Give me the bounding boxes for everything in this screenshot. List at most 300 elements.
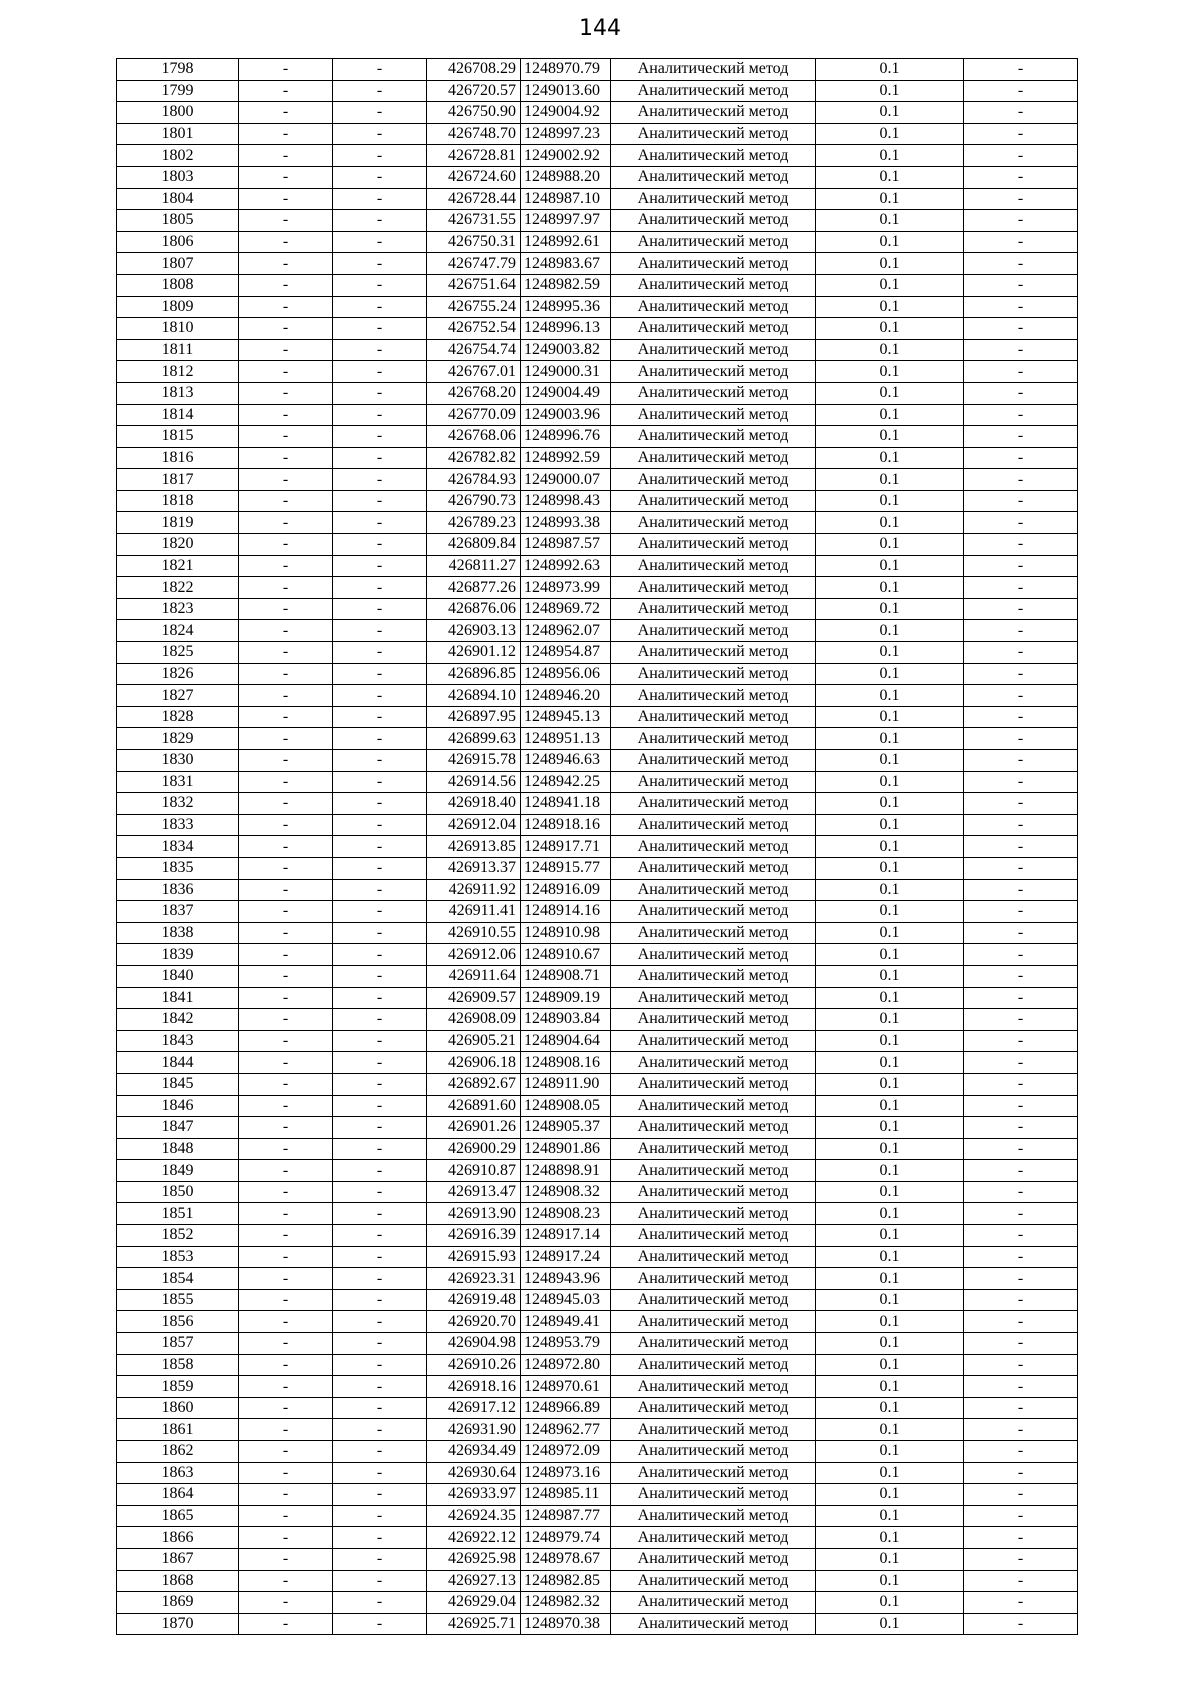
y-coordinate-cell: 1248978.67 xyxy=(521,1548,611,1570)
point-number-cell: 1866 xyxy=(117,1527,239,1549)
y-coordinate-cell: 1248941.18 xyxy=(521,793,611,815)
table-row xyxy=(117,1333,1078,1355)
empty-cell-b: - xyxy=(333,1030,427,1052)
precision-cell: 0.1 xyxy=(816,814,964,836)
empty-cell-c: - xyxy=(964,836,1078,858)
empty-cell-a: - xyxy=(239,80,333,102)
table-row xyxy=(117,534,1078,556)
method-cell: Аналитический метод xyxy=(611,447,816,469)
table-row xyxy=(117,123,1078,145)
point-number-cell: 1835 xyxy=(117,857,239,879)
x-coordinate-cell: 426909.57 xyxy=(427,987,521,1009)
precision-cell: 0.1 xyxy=(816,361,964,383)
precision-cell: 0.1 xyxy=(816,1095,964,1117)
empty-cell-b: - xyxy=(333,166,427,188)
y-coordinate-cell: 1248972.09 xyxy=(521,1441,611,1463)
y-coordinate-cell: 1248982.85 xyxy=(521,1570,611,1592)
point-number-cell: 1837 xyxy=(117,901,239,923)
empty-cell-b: - xyxy=(333,512,427,534)
y-coordinate-cell: 1248908.16 xyxy=(521,1052,611,1074)
empty-cell-c: - xyxy=(964,1030,1078,1052)
empty-cell-c: - xyxy=(964,145,1078,167)
y-coordinate-cell: 1248982.59 xyxy=(521,274,611,296)
method-cell: Аналитический метод xyxy=(611,188,816,210)
method-cell: Аналитический метод xyxy=(611,339,816,361)
empty-cell-b: - xyxy=(333,490,427,512)
y-coordinate-cell: 1248966.89 xyxy=(521,1397,611,1419)
table-row xyxy=(117,555,1078,577)
y-coordinate-cell: 1248962.07 xyxy=(521,620,611,642)
table-row xyxy=(117,1548,1078,1570)
y-coordinate-cell: 1248995.36 xyxy=(521,296,611,318)
empty-cell-c: - xyxy=(964,253,1078,275)
empty-cell-a: - xyxy=(239,296,333,318)
method-cell: Аналитический метод xyxy=(611,620,816,642)
empty-cell-a: - xyxy=(239,793,333,815)
table-row xyxy=(117,361,1078,383)
empty-cell-c: - xyxy=(964,1117,1078,1139)
empty-cell-a: - xyxy=(239,1484,333,1506)
precision-cell: 0.1 xyxy=(816,231,964,253)
precision-cell: 0.1 xyxy=(816,102,964,124)
empty-cell-c: - xyxy=(964,879,1078,901)
point-number-cell: 1864 xyxy=(117,1484,239,1506)
x-coordinate-cell: 426904.98 xyxy=(427,1333,521,1355)
table-row xyxy=(117,1311,1078,1333)
table-row xyxy=(117,1117,1078,1139)
empty-cell-c: - xyxy=(964,296,1078,318)
point-number-cell: 1798 xyxy=(117,59,239,81)
empty-cell-a: - xyxy=(239,231,333,253)
x-coordinate-cell: 426809.84 xyxy=(427,534,521,556)
precision-cell: 0.1 xyxy=(816,555,964,577)
y-coordinate-cell: 1248985.11 xyxy=(521,1484,611,1506)
y-coordinate-cell: 1248979.74 xyxy=(521,1527,611,1549)
precision-cell: 0.1 xyxy=(816,404,964,426)
empty-cell-b: - xyxy=(333,231,427,253)
method-cell: Аналитический метод xyxy=(611,318,816,340)
x-coordinate-cell: 426900.29 xyxy=(427,1138,521,1160)
point-number-cell: 1813 xyxy=(117,382,239,404)
empty-cell-a: - xyxy=(239,1268,333,1290)
precision-cell: 0.1 xyxy=(816,426,964,448)
table-row xyxy=(117,1505,1078,1527)
empty-cell-c: - xyxy=(964,944,1078,966)
point-number-cell: 1822 xyxy=(117,577,239,599)
x-coordinate-cell: 426768.20 xyxy=(427,382,521,404)
empty-cell-a: - xyxy=(239,145,333,167)
method-cell: Аналитический метод xyxy=(611,1570,816,1592)
precision-cell: 0.1 xyxy=(816,490,964,512)
method-cell: Аналитический метод xyxy=(611,1311,816,1333)
y-coordinate-cell: 1249003.96 xyxy=(521,404,611,426)
empty-cell-b: - xyxy=(333,339,427,361)
table-row xyxy=(117,1613,1078,1635)
table-row xyxy=(117,706,1078,728)
precision-cell: 0.1 xyxy=(816,1268,964,1290)
point-number-cell: 1857 xyxy=(117,1333,239,1355)
empty-cell-c: - xyxy=(964,1613,1078,1635)
method-cell: Аналитический метод xyxy=(611,1009,816,1031)
x-coordinate-cell: 426920.70 xyxy=(427,1311,521,1333)
x-coordinate-cell: 426731.55 xyxy=(427,210,521,232)
empty-cell-c: - xyxy=(964,59,1078,81)
empty-cell-b: - xyxy=(333,814,427,836)
method-cell: Аналитический метод xyxy=(611,750,816,772)
precision-cell: 0.1 xyxy=(816,1225,964,1247)
empty-cell-b: - xyxy=(333,577,427,599)
empty-cell-a: - xyxy=(239,879,333,901)
table-row xyxy=(117,1246,1078,1268)
point-number-cell: 1801 xyxy=(117,123,239,145)
y-coordinate-cell: 1248910.67 xyxy=(521,944,611,966)
y-coordinate-cell: 1248908.23 xyxy=(521,1203,611,1225)
method-cell: Аналитический метод xyxy=(611,642,816,664)
precision-cell: 0.1 xyxy=(816,1311,964,1333)
empty-cell-a: - xyxy=(239,1289,333,1311)
point-number-cell: 1846 xyxy=(117,1095,239,1117)
empty-cell-b: - xyxy=(333,1160,427,1182)
point-number-cell: 1805 xyxy=(117,210,239,232)
empty-cell-b: - xyxy=(333,836,427,858)
empty-cell-c: - xyxy=(964,1419,1078,1441)
empty-cell-b: - xyxy=(333,145,427,167)
x-coordinate-cell: 426767.01 xyxy=(427,361,521,383)
empty-cell-a: - xyxy=(239,771,333,793)
point-number-cell: 1806 xyxy=(117,231,239,253)
point-number-cell: 1841 xyxy=(117,987,239,1009)
empty-cell-a: - xyxy=(239,1505,333,1527)
precision-cell: 0.1 xyxy=(816,1419,964,1441)
precision-cell: 0.1 xyxy=(816,1592,964,1614)
empty-cell-c: - xyxy=(964,210,1078,232)
precision-cell: 0.1 xyxy=(816,1527,964,1549)
table-row xyxy=(117,1484,1078,1506)
y-coordinate-cell: 1248970.79 xyxy=(521,59,611,81)
empty-cell-b: - xyxy=(333,534,427,556)
empty-cell-b: - xyxy=(333,1333,427,1355)
empty-cell-a: - xyxy=(239,166,333,188)
table-row xyxy=(117,447,1078,469)
empty-cell-a: - xyxy=(239,1203,333,1225)
table-row xyxy=(117,210,1078,232)
table-row xyxy=(117,59,1078,81)
point-number-cell: 1804 xyxy=(117,188,239,210)
y-coordinate-cell: 1248970.38 xyxy=(521,1613,611,1635)
x-coordinate-cell: 426913.37 xyxy=(427,857,521,879)
empty-cell-b: - xyxy=(333,728,427,750)
table-row xyxy=(117,1592,1078,1614)
x-coordinate-cell: 426894.10 xyxy=(427,685,521,707)
empty-cell-c: - xyxy=(964,1354,1078,1376)
table-row xyxy=(117,80,1078,102)
empty-cell-b: - xyxy=(333,857,427,879)
precision-cell: 0.1 xyxy=(816,836,964,858)
y-coordinate-cell: 1248962.77 xyxy=(521,1419,611,1441)
y-coordinate-cell: 1248909.19 xyxy=(521,987,611,1009)
table-row xyxy=(117,1095,1078,1117)
point-number-cell: 1800 xyxy=(117,102,239,124)
x-coordinate-cell: 426784.93 xyxy=(427,469,521,491)
empty-cell-a: - xyxy=(239,944,333,966)
empty-cell-c: - xyxy=(964,426,1078,448)
empty-cell-a: - xyxy=(239,987,333,1009)
table-row xyxy=(117,512,1078,534)
empty-cell-b: - xyxy=(333,598,427,620)
empty-cell-a: - xyxy=(239,1592,333,1614)
empty-cell-c: - xyxy=(964,1397,1078,1419)
method-cell: Аналитический метод xyxy=(611,1505,816,1527)
empty-cell-b: - xyxy=(333,1548,427,1570)
empty-cell-a: - xyxy=(239,663,333,685)
table-row xyxy=(117,382,1078,404)
empty-cell-b: - xyxy=(333,59,427,81)
empty-cell-b: - xyxy=(333,685,427,707)
table-row xyxy=(117,1181,1078,1203)
method-cell: Аналитический метод xyxy=(611,857,816,879)
empty-cell-c: - xyxy=(964,685,1078,707)
empty-cell-c: - xyxy=(964,490,1078,512)
precision-cell: 0.1 xyxy=(816,318,964,340)
y-coordinate-cell: 1249004.49 xyxy=(521,382,611,404)
point-number-cell: 1823 xyxy=(117,598,239,620)
y-coordinate-cell: 1248908.32 xyxy=(521,1181,611,1203)
x-coordinate-cell: 426811.27 xyxy=(427,555,521,577)
point-number-cell: 1849 xyxy=(117,1160,239,1182)
table-row xyxy=(117,188,1078,210)
empty-cell-a: - xyxy=(239,1462,333,1484)
empty-cell-c: - xyxy=(964,706,1078,728)
empty-cell-c: - xyxy=(964,1138,1078,1160)
empty-cell-c: - xyxy=(964,1268,1078,1290)
table-row xyxy=(117,685,1078,707)
x-coordinate-cell: 426910.87 xyxy=(427,1160,521,1182)
point-number-cell: 1799 xyxy=(117,80,239,102)
empty-cell-c: - xyxy=(964,1181,1078,1203)
precision-cell: 0.1 xyxy=(816,1441,964,1463)
empty-cell-b: - xyxy=(333,987,427,1009)
empty-cell-b: - xyxy=(333,1376,427,1398)
y-coordinate-cell: 1248943.96 xyxy=(521,1268,611,1290)
empty-cell-a: - xyxy=(239,1548,333,1570)
y-coordinate-cell: 1248951.13 xyxy=(521,728,611,750)
table-row xyxy=(117,965,1078,987)
y-coordinate-cell: 1248908.71 xyxy=(521,965,611,987)
point-number-cell: 1867 xyxy=(117,1548,239,1570)
empty-cell-c: - xyxy=(964,620,1078,642)
point-number-cell: 1850 xyxy=(117,1181,239,1203)
empty-cell-a: - xyxy=(239,404,333,426)
x-coordinate-cell: 426918.16 xyxy=(427,1376,521,1398)
empty-cell-b: - xyxy=(333,188,427,210)
precision-cell: 0.1 xyxy=(816,1009,964,1031)
point-number-cell: 1848 xyxy=(117,1138,239,1160)
empty-cell-c: - xyxy=(964,534,1078,556)
y-coordinate-cell: 1248917.14 xyxy=(521,1225,611,1247)
x-coordinate-cell: 426770.09 xyxy=(427,404,521,426)
empty-cell-b: - xyxy=(333,1441,427,1463)
precision-cell: 0.1 xyxy=(816,1117,964,1139)
y-coordinate-cell: 1248914.16 xyxy=(521,901,611,923)
table-row xyxy=(117,1052,1078,1074)
precision-cell: 0.1 xyxy=(816,1613,964,1635)
empty-cell-a: - xyxy=(239,318,333,340)
precision-cell: 0.1 xyxy=(816,1073,964,1095)
point-number-cell: 1863 xyxy=(117,1462,239,1484)
empty-cell-c: - xyxy=(964,598,1078,620)
y-coordinate-cell: 1248969.72 xyxy=(521,598,611,620)
empty-cell-c: - xyxy=(964,361,1078,383)
empty-cell-a: - xyxy=(239,123,333,145)
point-number-cell: 1869 xyxy=(117,1592,239,1614)
table-row xyxy=(117,857,1078,879)
x-coordinate-cell: 426720.57 xyxy=(427,80,521,102)
empty-cell-c: - xyxy=(964,80,1078,102)
empty-cell-a: - xyxy=(239,490,333,512)
method-cell: Аналитический метод xyxy=(611,1030,816,1052)
empty-cell-b: - xyxy=(333,361,427,383)
x-coordinate-cell: 426782.82 xyxy=(427,447,521,469)
x-coordinate-cell: 426911.41 xyxy=(427,901,521,923)
precision-cell: 0.1 xyxy=(816,1052,964,1074)
method-cell: Аналитический метод xyxy=(611,231,816,253)
empty-cell-c: - xyxy=(964,231,1078,253)
x-coordinate-cell: 426748.70 xyxy=(427,123,521,145)
y-coordinate-cell: 1248998.43 xyxy=(521,490,611,512)
empty-cell-b: - xyxy=(333,274,427,296)
x-coordinate-cell: 426877.26 xyxy=(427,577,521,599)
table-row xyxy=(117,879,1078,901)
point-number-cell: 1802 xyxy=(117,145,239,167)
precision-cell: 0.1 xyxy=(816,642,964,664)
empty-cell-c: - xyxy=(964,1095,1078,1117)
empty-cell-a: - xyxy=(239,1095,333,1117)
empty-cell-b: - xyxy=(333,793,427,815)
y-coordinate-cell: 1248992.63 xyxy=(521,555,611,577)
empty-cell-a: - xyxy=(239,922,333,944)
empty-cell-b: - xyxy=(333,469,427,491)
empty-cell-a: - xyxy=(239,1419,333,1441)
precision-cell: 0.1 xyxy=(816,706,964,728)
empty-cell-b: - xyxy=(333,1505,427,1527)
table-row xyxy=(117,987,1078,1009)
x-coordinate-cell: 426892.67 xyxy=(427,1073,521,1095)
empty-cell-b: - xyxy=(333,123,427,145)
y-coordinate-cell: 1248905.37 xyxy=(521,1117,611,1139)
precision-cell: 0.1 xyxy=(816,534,964,556)
method-cell: Аналитический метод xyxy=(611,598,816,620)
point-number-cell: 1814 xyxy=(117,404,239,426)
method-cell: Аналитический метод xyxy=(611,145,816,167)
y-coordinate-cell: 1248946.63 xyxy=(521,750,611,772)
empty-cell-a: - xyxy=(239,728,333,750)
empty-cell-b: - xyxy=(333,404,427,426)
empty-cell-a: - xyxy=(239,426,333,448)
point-number-cell: 1816 xyxy=(117,447,239,469)
x-coordinate-cell: 426750.90 xyxy=(427,102,521,124)
empty-cell-c: - xyxy=(964,188,1078,210)
point-number-cell: 1826 xyxy=(117,663,239,685)
empty-cell-a: - xyxy=(239,361,333,383)
precision-cell: 0.1 xyxy=(816,210,964,232)
method-cell: Аналитический метод xyxy=(611,210,816,232)
table-row xyxy=(117,253,1078,275)
method-cell: Аналитический метод xyxy=(611,1613,816,1635)
empty-cell-b: - xyxy=(333,1570,427,1592)
y-coordinate-cell: 1248946.20 xyxy=(521,685,611,707)
empty-cell-b: - xyxy=(333,879,427,901)
precision-cell: 0.1 xyxy=(816,987,964,1009)
empty-cell-b: - xyxy=(333,1419,427,1441)
precision-cell: 0.1 xyxy=(816,879,964,901)
precision-cell: 0.1 xyxy=(816,253,964,275)
precision-cell: 0.1 xyxy=(816,685,964,707)
point-number-cell: 1858 xyxy=(117,1354,239,1376)
point-number-cell: 1827 xyxy=(117,685,239,707)
precision-cell: 0.1 xyxy=(816,1160,964,1182)
precision-cell: 0.1 xyxy=(816,469,964,491)
x-coordinate-cell: 426918.40 xyxy=(427,793,521,815)
x-coordinate-cell: 426752.54 xyxy=(427,318,521,340)
point-number-cell: 1830 xyxy=(117,750,239,772)
empty-cell-b: - xyxy=(333,771,427,793)
precision-cell: 0.1 xyxy=(816,728,964,750)
precision-cell: 0.1 xyxy=(816,1570,964,1592)
method-cell: Аналитический метод xyxy=(611,685,816,707)
y-coordinate-cell: 1249013.60 xyxy=(521,80,611,102)
table-row xyxy=(117,1462,1078,1484)
x-coordinate-cell: 426919.48 xyxy=(427,1289,521,1311)
x-coordinate-cell: 426903.13 xyxy=(427,620,521,642)
method-cell: Аналитический метод xyxy=(611,296,816,318)
y-coordinate-cell: 1248992.61 xyxy=(521,231,611,253)
y-coordinate-cell: 1248970.61 xyxy=(521,1376,611,1398)
empty-cell-a: - xyxy=(239,469,333,491)
empty-cell-a: - xyxy=(239,706,333,728)
x-coordinate-cell: 426747.79 xyxy=(427,253,521,275)
point-number-cell: 1818 xyxy=(117,490,239,512)
point-number-cell: 1824 xyxy=(117,620,239,642)
point-number-cell: 1832 xyxy=(117,793,239,815)
table-row xyxy=(117,793,1078,815)
empty-cell-b: - xyxy=(333,1203,427,1225)
precision-cell: 0.1 xyxy=(816,1484,964,1506)
y-coordinate-cell: 1248987.57 xyxy=(521,534,611,556)
precision-cell: 0.1 xyxy=(816,382,964,404)
empty-cell-b: - xyxy=(333,102,427,124)
empty-cell-a: - xyxy=(239,1397,333,1419)
x-coordinate-cell: 426923.31 xyxy=(427,1268,521,1290)
point-number-cell: 1819 xyxy=(117,512,239,534)
empty-cell-b: - xyxy=(333,1246,427,1268)
x-coordinate-cell: 426927.13 xyxy=(427,1570,521,1592)
table-row xyxy=(117,814,1078,836)
empty-cell-c: - xyxy=(964,857,1078,879)
method-cell: Аналитический метод xyxy=(611,1289,816,1311)
empty-cell-a: - xyxy=(239,534,333,556)
precision-cell: 0.1 xyxy=(816,166,964,188)
empty-cell-a: - xyxy=(239,857,333,879)
point-number-cell: 1831 xyxy=(117,771,239,793)
x-coordinate-cell: 426915.78 xyxy=(427,750,521,772)
empty-cell-c: - xyxy=(964,274,1078,296)
point-number-cell: 1825 xyxy=(117,642,239,664)
empty-cell-c: - xyxy=(964,1311,1078,1333)
empty-cell-b: - xyxy=(333,642,427,664)
y-coordinate-cell: 1248954.87 xyxy=(521,642,611,664)
empty-cell-b: - xyxy=(333,1613,427,1635)
empty-cell-b: - xyxy=(333,447,427,469)
